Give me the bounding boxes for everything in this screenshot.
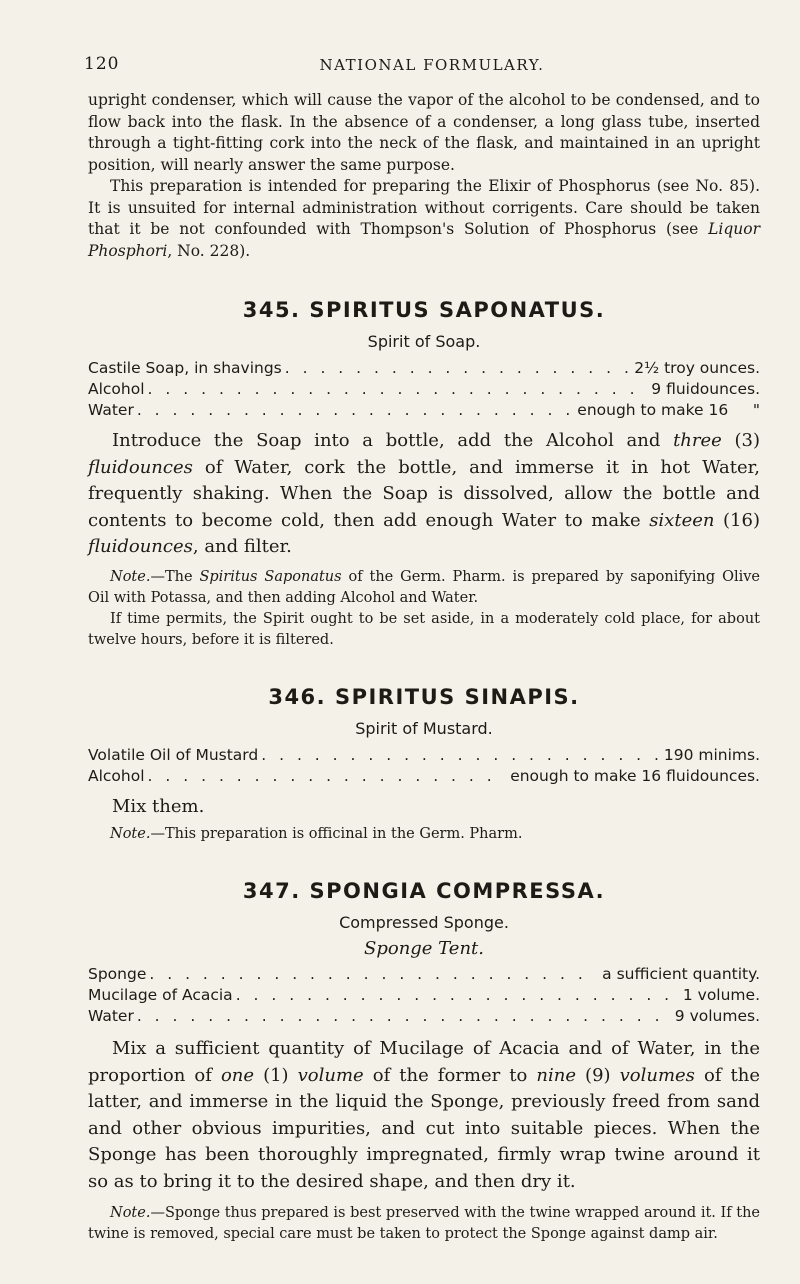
formula-row: Water . . . enough to make 16 " bbox=[88, 401, 760, 422]
section-347-subheading: Compressed Sponge. bbox=[339, 913, 509, 932]
formula-row: Volatile Oil of Mustard . . . 190 minims. bbox=[88, 746, 760, 767]
intro-paragraph-2: This preparation is intended for preparing the Elixir of Phosphorus (see No. 85). It is unsuited for internal administration without corrigents. Care should be taken that it be not confounded with Thompson's Solution of Phosphorus (see Liquor Phosphori, No. 228). bbox=[88, 177, 760, 260]
section-345-heading: 345. SPIRITUS SAPONATUS. bbox=[242, 298, 606, 322]
section-347-heading: 347. SPONGIA COMPRESSA. bbox=[242, 879, 606, 903]
formula-row: Mucilage of Acacia . . . 1 volume. bbox=[88, 986, 760, 1007]
running-head: NATIONAL FORMULARY. bbox=[319, 56, 545, 74]
section-347-formula bbox=[88, 965, 760, 1028]
formula-row: Alcohol . . . 9 fluidounces. bbox=[88, 380, 760, 401]
formula-row: Alcohol . . . enough to make 16 fluidounces. bbox=[88, 767, 760, 788]
section-346-note: Note.—This preparation is officinal in the Germ. Pharm. bbox=[110, 826, 523, 842]
formula-row: Sponge . . . a sufficient quantity. bbox=[88, 965, 760, 986]
section-345-formula bbox=[88, 359, 760, 422]
formula-row: Water . . . 9 volumes. bbox=[88, 1007, 760, 1028]
section-345-directions: Introduce the Soap into a bottle, add the Alcohol and three (3) fluidounces of Water, cork the bottle, and immerse it in hot Water, frequently shaking. When the Soap is dissolved, allow the bottle and contents to become cold, then add enough Water to make sixteen (16) fluidounces, and filter. bbox=[88, 430, 760, 557]
section-347-synonym: Sponge Tent. bbox=[364, 938, 484, 959]
section-345-note: Note.—The Spiritus Saponatus of the Germ. Pharm. is prepared by saponifying Olive Oil with Potassa, and then adding Alcohol and Water. bbox=[88, 568, 761, 606]
section-347-directions: Mix a sufficient quantity of Mucilage of Acacia and of Water, in the proportion of one (1) volume of the former to nine (9) volumes of the latter, and immerse in the liquid the Sponge, previously freed from sand and other obvious impurities, and cut into suitable pieces. When the Sponge has been thoroughly impregnated, firmly wrap twine around it so as to bring it to the desired shape, and then dry it. bbox=[88, 1038, 761, 1192]
formula-row: Castile Soap, in shavings . . . 2½ troy ounces. bbox=[88, 359, 760, 380]
section-345-note-2: If time permits, the Spirit ought to be set aside, in a moderately cold place, for about twelve hours, before it is filtered. bbox=[88, 610, 760, 648]
section-345-subheading: Spirit of Soap. bbox=[367, 332, 481, 351]
intro-paragraph-1: upright condenser, which will cause the vapor of the alcohol to be condensed, and to flow back into the flask. In the absence of a condenser, a long glass tube, inserted through a tight-fitting cork into the neck of the flask, and maintained in an upright position, will nearly answer the same purpose. bbox=[88, 91, 760, 174]
section-346-subheading: Spirit of Mustard. bbox=[355, 718, 493, 738]
section-347-note: Note.—Sponge thus prepared is best preserved with the twine wrapped around it. If the twine is removed, special care must be taken to protect the Sponge against damp air. bbox=[88, 1205, 760, 1242]
page-number: 120 bbox=[84, 54, 120, 74]
page-content bbox=[88, 90, 760, 1245]
page-header bbox=[84, 54, 740, 78]
section-346-formula bbox=[88, 746, 760, 788]
section-346-heading: 346. SPIRITUS SINAPIS. bbox=[268, 684, 580, 709]
section-346-directions: Mix them. bbox=[112, 795, 205, 817]
